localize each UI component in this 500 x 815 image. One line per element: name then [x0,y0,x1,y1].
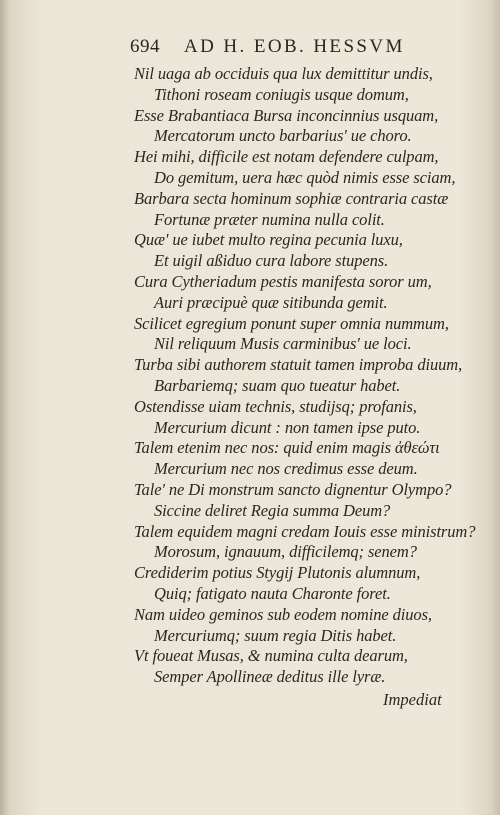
verse-line: Quæ' ue iubet multo regina pecunia luxu, [134,230,403,250]
verse-line: Et uigil aßiduo cura labore stupens. [154,251,389,271]
verse-line: Nil reliquum Musis carminibus' ue loci. [154,334,412,354]
verse-line: Mercurium nec nos credimus esse deum. [154,459,418,479]
verse-line: Scilicet egregium ponunt super omnia nummum, [134,313,449,333]
verse-line: Auri præcipuè quæ sitibunda gemit. [154,292,388,312]
verse-line: Quiq; fatigato nauta Charonte foret. [154,584,391,603]
verse-line: Do gemitum, uera hæc quòd nimis esse sciam, [154,168,456,187]
verse-line: Siccine deliret Regia summa Deum? [154,500,391,520]
verse-line: Morosum, ignauum, difficilemq; senem? [154,542,417,562]
verse-line: Mercuriumq; suum regia Ditis habet. [154,625,397,645]
verse-line: Nam uideo geminos sub eodem nomine diuos, [134,604,432,624]
verse-line: Esse Brabantiaca Bursa inconcinnius usquam, [134,105,439,125]
verse-line: Talem equidem magni credam Iouis esse ministrum? [134,521,476,541]
verse-line: Fortunæ præter numina nulla colit. [154,209,385,229]
verse-line: Tithoni roseam coniugis usque domum, [154,84,409,104]
running-title: AD H. EOB. HESSVM [184,36,405,57]
verse-line: Turba sibi authorem statuit tamen improba diuum, [134,355,463,375]
verse-line: Vt foueat Musas, & numina culta dearum, [134,646,408,666]
page-header [130,36,440,62]
verse-line: Semper Apollineæ deditus ille lyræ. [154,667,386,687]
page-number: 694 [130,36,160,57]
verse-line: Mercurium dicunt : non tamen ipse puto. [154,417,421,437]
verse-line: Talem etenim nec nos: quid enim magis ἀθεώτι [134,438,440,458]
verse-line: Crediderim potius Stygij Plutonis alumnum, [134,563,421,583]
verse-line: Ostendisse uiam technis, studijsq; profanis, [134,396,417,416]
verse-line: Nil uaga ab occiduis qua lux demittitur undis, [134,64,433,83]
verse-line: Cura Cytheriadum pestis manifesta soror um, [134,272,432,291]
verse-line: Barbariemq; suam quo tueatur habet. [154,376,401,395]
verse-line: Tale' ne Di monstrum sancto dignentur Olympo? [134,480,452,499]
catchword: Impediat [383,690,442,709]
verse-line: Hei mihi, difficile est notam defendere culpam, [134,147,439,167]
verse-line: Barbara secta hominum sophiæ contraria castæ [134,188,449,208]
verse-line: Mercatorum uncto barbarius' ue choro. [154,126,412,146]
